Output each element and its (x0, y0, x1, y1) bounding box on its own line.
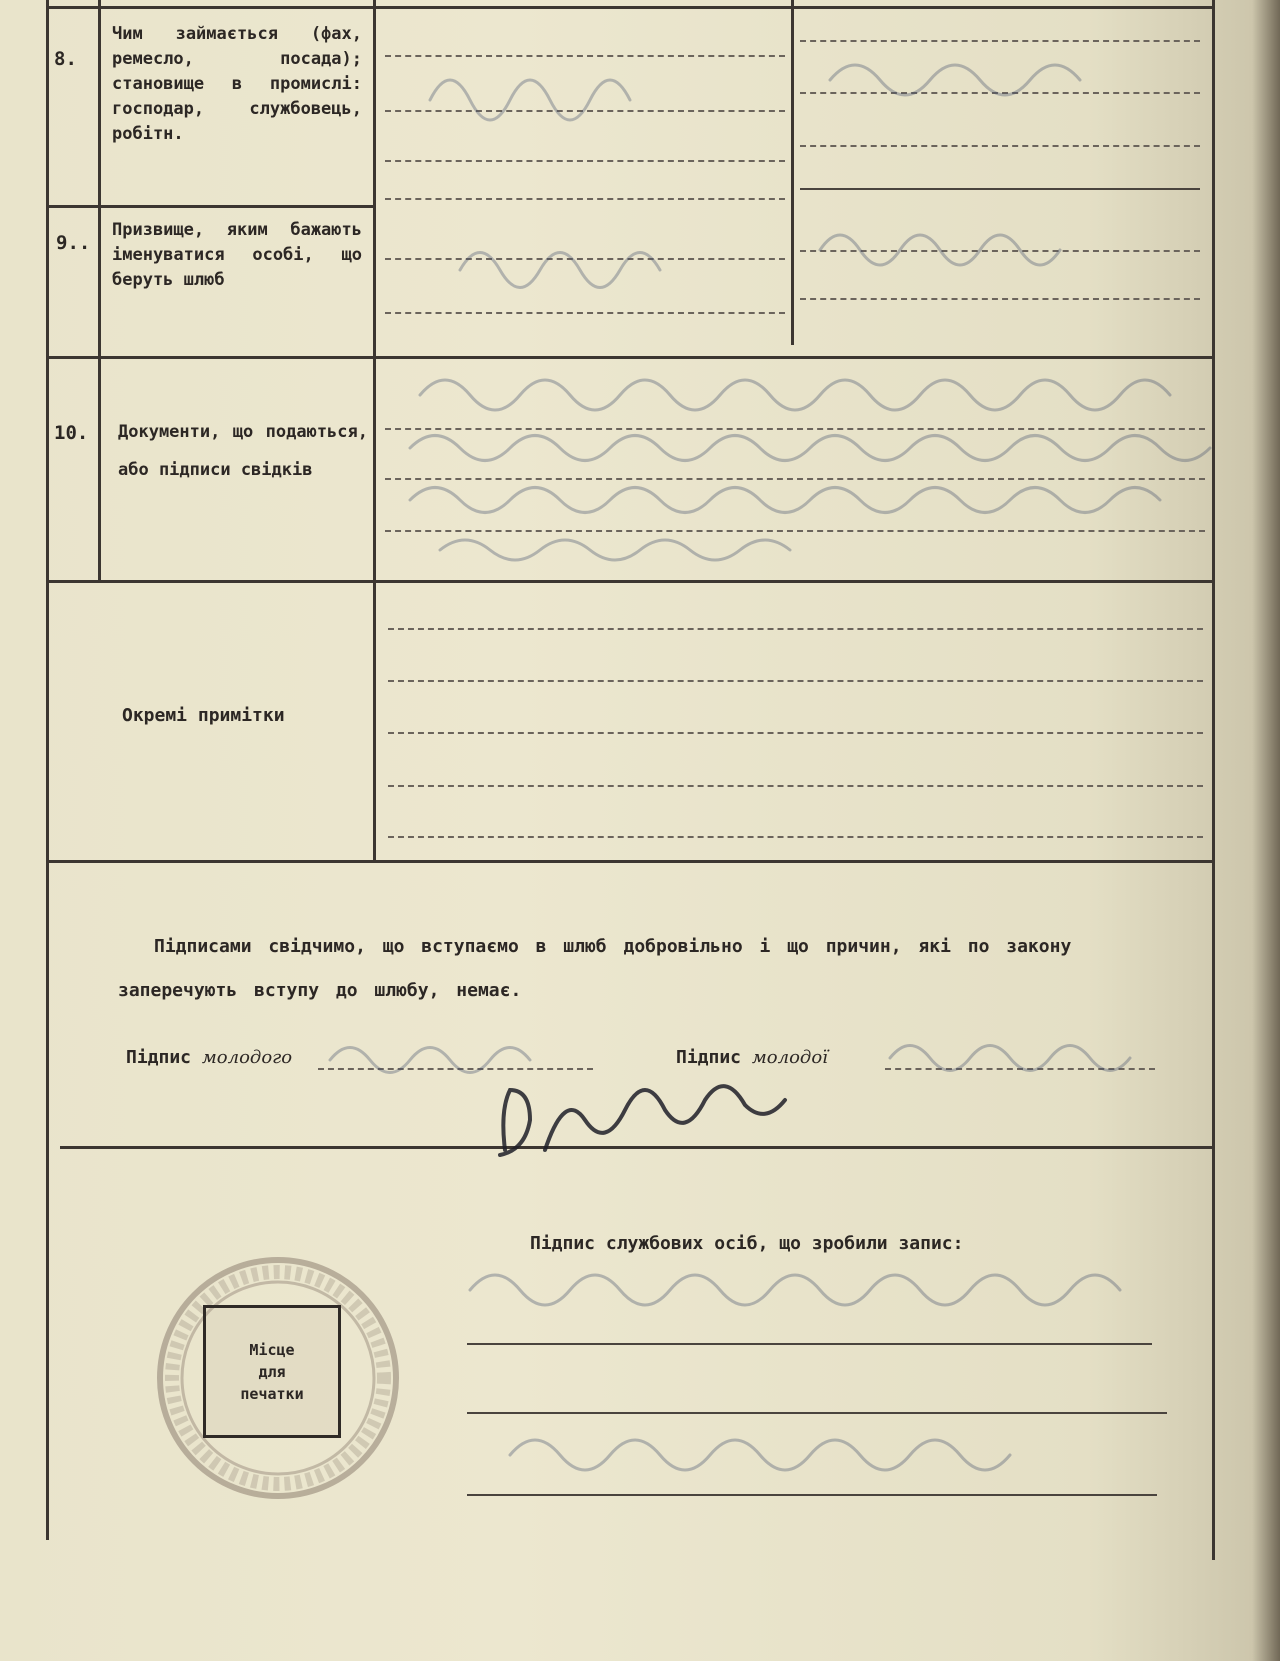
fill-line (388, 628, 1203, 630)
fill-line (800, 188, 1200, 190)
official-signature-line (467, 1412, 1167, 1414)
groom-signature-line (318, 1068, 593, 1070)
row-label: Чим займається (фах, ремесло, посада); становище в промислі: господар, службовець, робітн. (112, 24, 362, 144)
fill-line (385, 160, 785, 162)
frame-left (46, 0, 49, 1540)
row-number: 10. (54, 422, 89, 444)
fill-line (800, 92, 1200, 94)
fill-line (385, 110, 785, 112)
official-signature-line (467, 1343, 1152, 1345)
stamp-text: для (258, 1362, 286, 1381)
stamp-text: Місце (249, 1340, 295, 1359)
frame-right (1212, 0, 1215, 1560)
fill-line (388, 785, 1203, 787)
row-label: Призвище, яким бажають іменуватися особі, що беруть шлюб (112, 220, 362, 290)
groom-word: молодого (201, 1047, 293, 1068)
fill-line (800, 145, 1200, 147)
declaration-text: Підписами свідчимо, що вступаємо в шлюб добровільно і що причин, які по закону заперечують вступу до шлюбу, немає. (118, 936, 1072, 1001)
groom-signature (126, 1047, 292, 1068)
bride-signature (676, 1047, 828, 1068)
fill-line (385, 198, 785, 200)
row-sep-8-9 (46, 205, 374, 208)
official-signature-line (467, 1494, 1157, 1496)
row-sep-10-notes (46, 580, 1214, 583)
fill-line (385, 478, 1205, 480)
fill-line (385, 530, 1205, 532)
fill-line (385, 312, 785, 314)
stamp-text: печатки (240, 1384, 304, 1403)
fill-line (800, 40, 1200, 42)
bride-signature-label: Підпис (676, 1047, 742, 1068)
col-divider-persons (791, 0, 794, 345)
officials-label: Підпис службових осіб, що зробили запис: (530, 1233, 964, 1254)
row-sep-9-10 (46, 356, 1214, 359)
fill-line (385, 55, 785, 57)
row-sep-decl-officials (60, 1146, 1214, 1149)
fill-line (388, 680, 1203, 682)
bride-word: молодої (751, 1047, 828, 1068)
col-divider-num (98, 0, 101, 580)
row-sep-top (46, 6, 1214, 9)
row-number: 8. (54, 48, 77, 70)
stamp-placeholder-box (203, 1305, 341, 1438)
fill-line (388, 836, 1203, 838)
groom-signature-label: Підпис (126, 1047, 192, 1068)
notes-label: Окремі примітки (122, 705, 285, 726)
fill-line (385, 258, 785, 260)
row-number: 9.. (56, 232, 91, 254)
fill-line (385, 428, 1205, 430)
row-sep-notes-decl (46, 860, 1214, 863)
col-divider-label (373, 0, 376, 860)
page-edge-shadow (1252, 0, 1280, 1661)
fill-line (800, 250, 1200, 252)
fill-line (800, 298, 1200, 300)
row-label: Документи, що подаються, або підписи свідків (118, 422, 368, 480)
fill-line (388, 732, 1203, 734)
bride-signature-line (885, 1068, 1155, 1070)
